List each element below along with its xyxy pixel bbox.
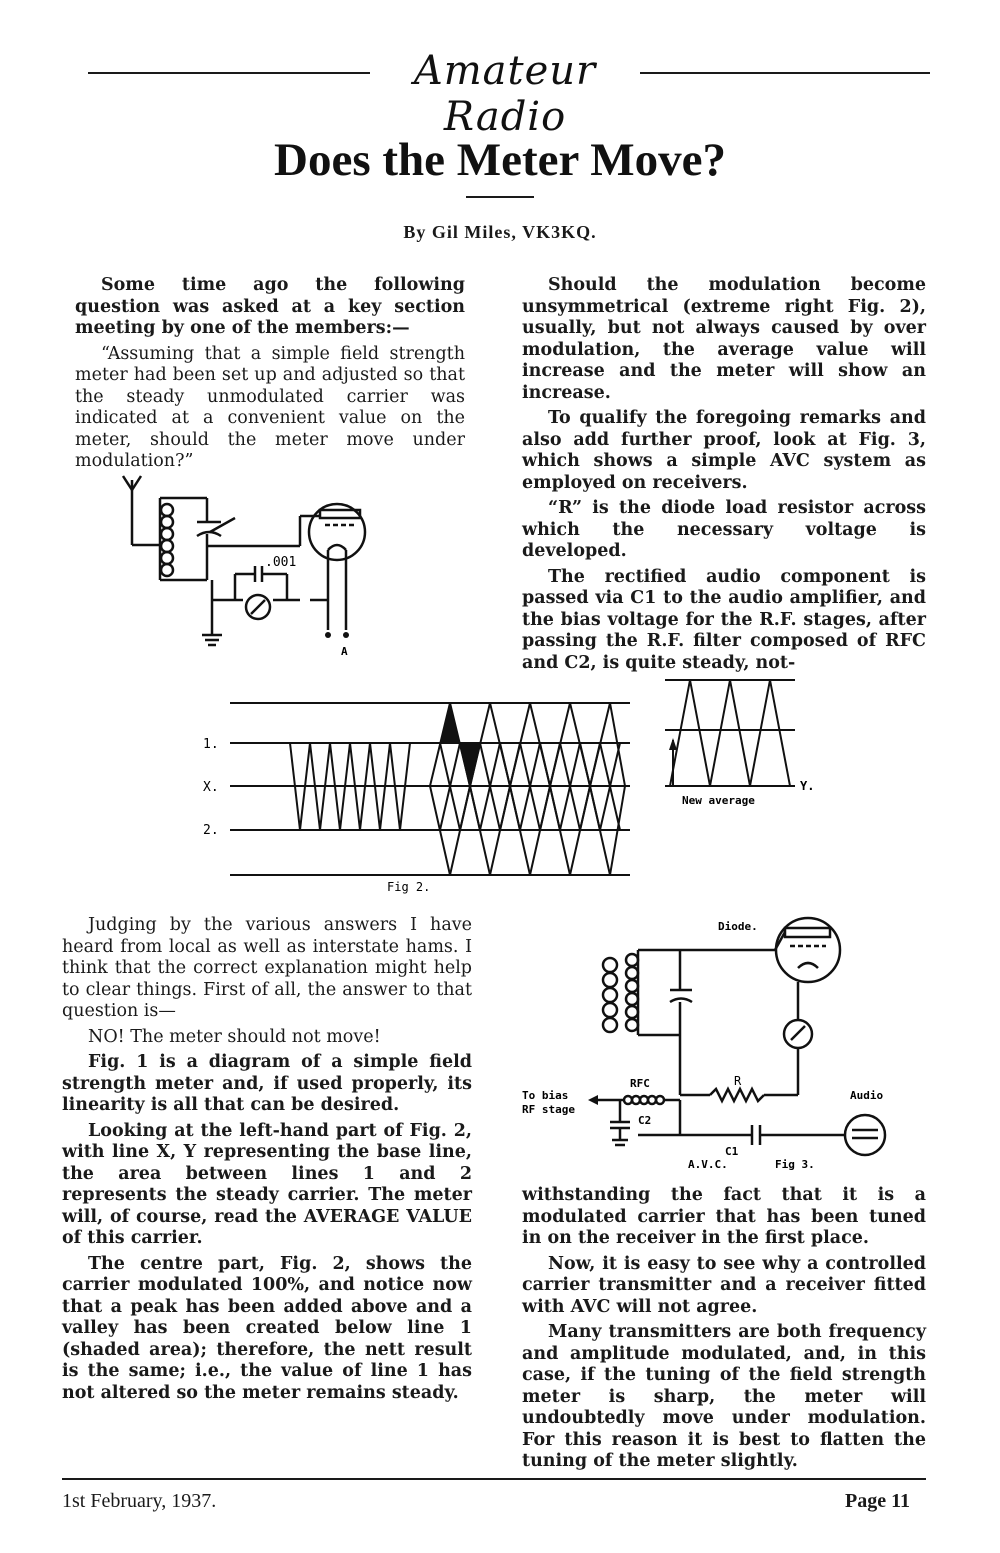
paragraph: The rectified audio component is passed via C1 to the audio amplifier, and the bias voltage for the R.F. stages, after passing the R.F. filter composed of RFC and C2, is quite steady, not- xyxy=(522,566,926,673)
fig2-label-y: Y. xyxy=(800,779,815,793)
left-column-bottom xyxy=(62,915,472,1408)
paragraph: “Assuming that a simple field strength meter had been set up and adjusted so that the steady unmodulated carrier was indicated at a convenient value on the meter, should the meter move under modulation?” xyxy=(75,343,465,471)
fig3-avc-label: A.V.C. xyxy=(688,1158,728,1171)
fig3-c1-label: C1 xyxy=(725,1145,739,1158)
fig3-bias-label-2: RF stage xyxy=(522,1103,575,1116)
footer-page-number: Page 11 xyxy=(845,1490,910,1512)
fig1-schematic xyxy=(115,470,395,660)
fig3-diode-label: Diode. xyxy=(718,920,758,933)
paragraph: Many transmitters are both frequency and amplitude modulated, and, in this case, if the tuning of the field strength meter is sharp, the meter will undoubtedly move under modulation. For this reason it is best to flatten the tuning of the meter slightly. xyxy=(522,1322,926,1471)
fig3-bias-label-1: To bias xyxy=(522,1089,569,1102)
paragraph: The centre part, Fig. 2, shows the carrier modulated 100%, and notice now that a peak has been added above and a valley has been created below line 1 (shaded area); therefore, the nett result is the same; i.e., the value of line 1 has not altered so the meter remains steady. xyxy=(62,1253,472,1403)
article-byline: By Gil Miles, VK3KQ. xyxy=(403,222,597,242)
footer-rule xyxy=(62,1478,926,1480)
fig2-label-line-1: 1. xyxy=(203,737,219,752)
fig2-waveforms xyxy=(195,670,835,895)
paragraph: Now, it is easy to see why a controlled carrier transmitter and a receiver fitted with AVC will not agree. xyxy=(522,1253,926,1317)
fig3-audio-label: Audio xyxy=(850,1089,884,1102)
masthead-rule-left xyxy=(88,72,378,74)
fig2-new-average-label: New average xyxy=(682,794,755,807)
article-title: Does the Meter Move? xyxy=(274,134,726,186)
paragraph: “R” is the diode load resistor across which the necessary voltage is developed. xyxy=(522,498,926,561)
fig3-c2-label: C2 xyxy=(638,1114,652,1127)
paragraph: Looking at the left-hand part of Fig. 2, with line X, Y representing the base line, the area between lines 1 and 2 represents the steady carrier. The meter will, of course, read the AVERAGE VALUE of this carrier. xyxy=(62,1120,472,1248)
footer-date: 1st February, 1937. xyxy=(62,1490,217,1512)
left-column-top xyxy=(75,275,465,477)
right-column-bottom xyxy=(522,1185,926,1477)
paragraph: Judging by the various answers I have heard from local as well as interstate hams. I think that the correct explanation might help to clear things. First of all, the answer to that question is— xyxy=(62,915,472,1021)
fig3-caption: Fig 3. xyxy=(775,1158,815,1171)
right-column-top xyxy=(522,275,926,678)
paragraph: Should the modulation become unsymmetrical (extreme right Fig. 2), usually, but not always caused by over modulation, the average value will increase and the meter will show an increase. xyxy=(522,275,926,403)
fig1-cap-label: .001 xyxy=(265,555,297,570)
paragraph: Fig. 1 is a diagram of a simple field strength meter and, if used properly, its linearity is all that can be desired. xyxy=(62,1052,472,1115)
fig3-schematic xyxy=(520,910,920,1180)
fig2-label-line-x: X. xyxy=(203,780,219,795)
fig2-caption: Fig 2. xyxy=(387,880,431,894)
paragraph: NO! The meter should not move! xyxy=(88,1026,381,1047)
paragraph: withstanding the fact that it is a modulated carrier that has been tuned in on the receiver in the first place. xyxy=(522,1185,926,1248)
paragraph: Some time ago the following question was asked at a key section meeting by one of the members:— xyxy=(75,275,465,338)
masthead-rule-right xyxy=(620,72,930,74)
fig2-label-line-2: 2. xyxy=(203,823,219,838)
paragraph: To qualify the foregoing remarks and also add further proof, look at Fig. 3, which shows a simple AVC system as employed on receivers. xyxy=(522,408,926,493)
title-underline xyxy=(466,196,534,198)
masthead-title: Amateur Radio xyxy=(370,48,640,140)
fig3-r-label: R xyxy=(734,1074,742,1088)
fig3-rfc-label: RFC xyxy=(630,1077,650,1090)
fig1-terminal-label: A xyxy=(341,645,348,658)
